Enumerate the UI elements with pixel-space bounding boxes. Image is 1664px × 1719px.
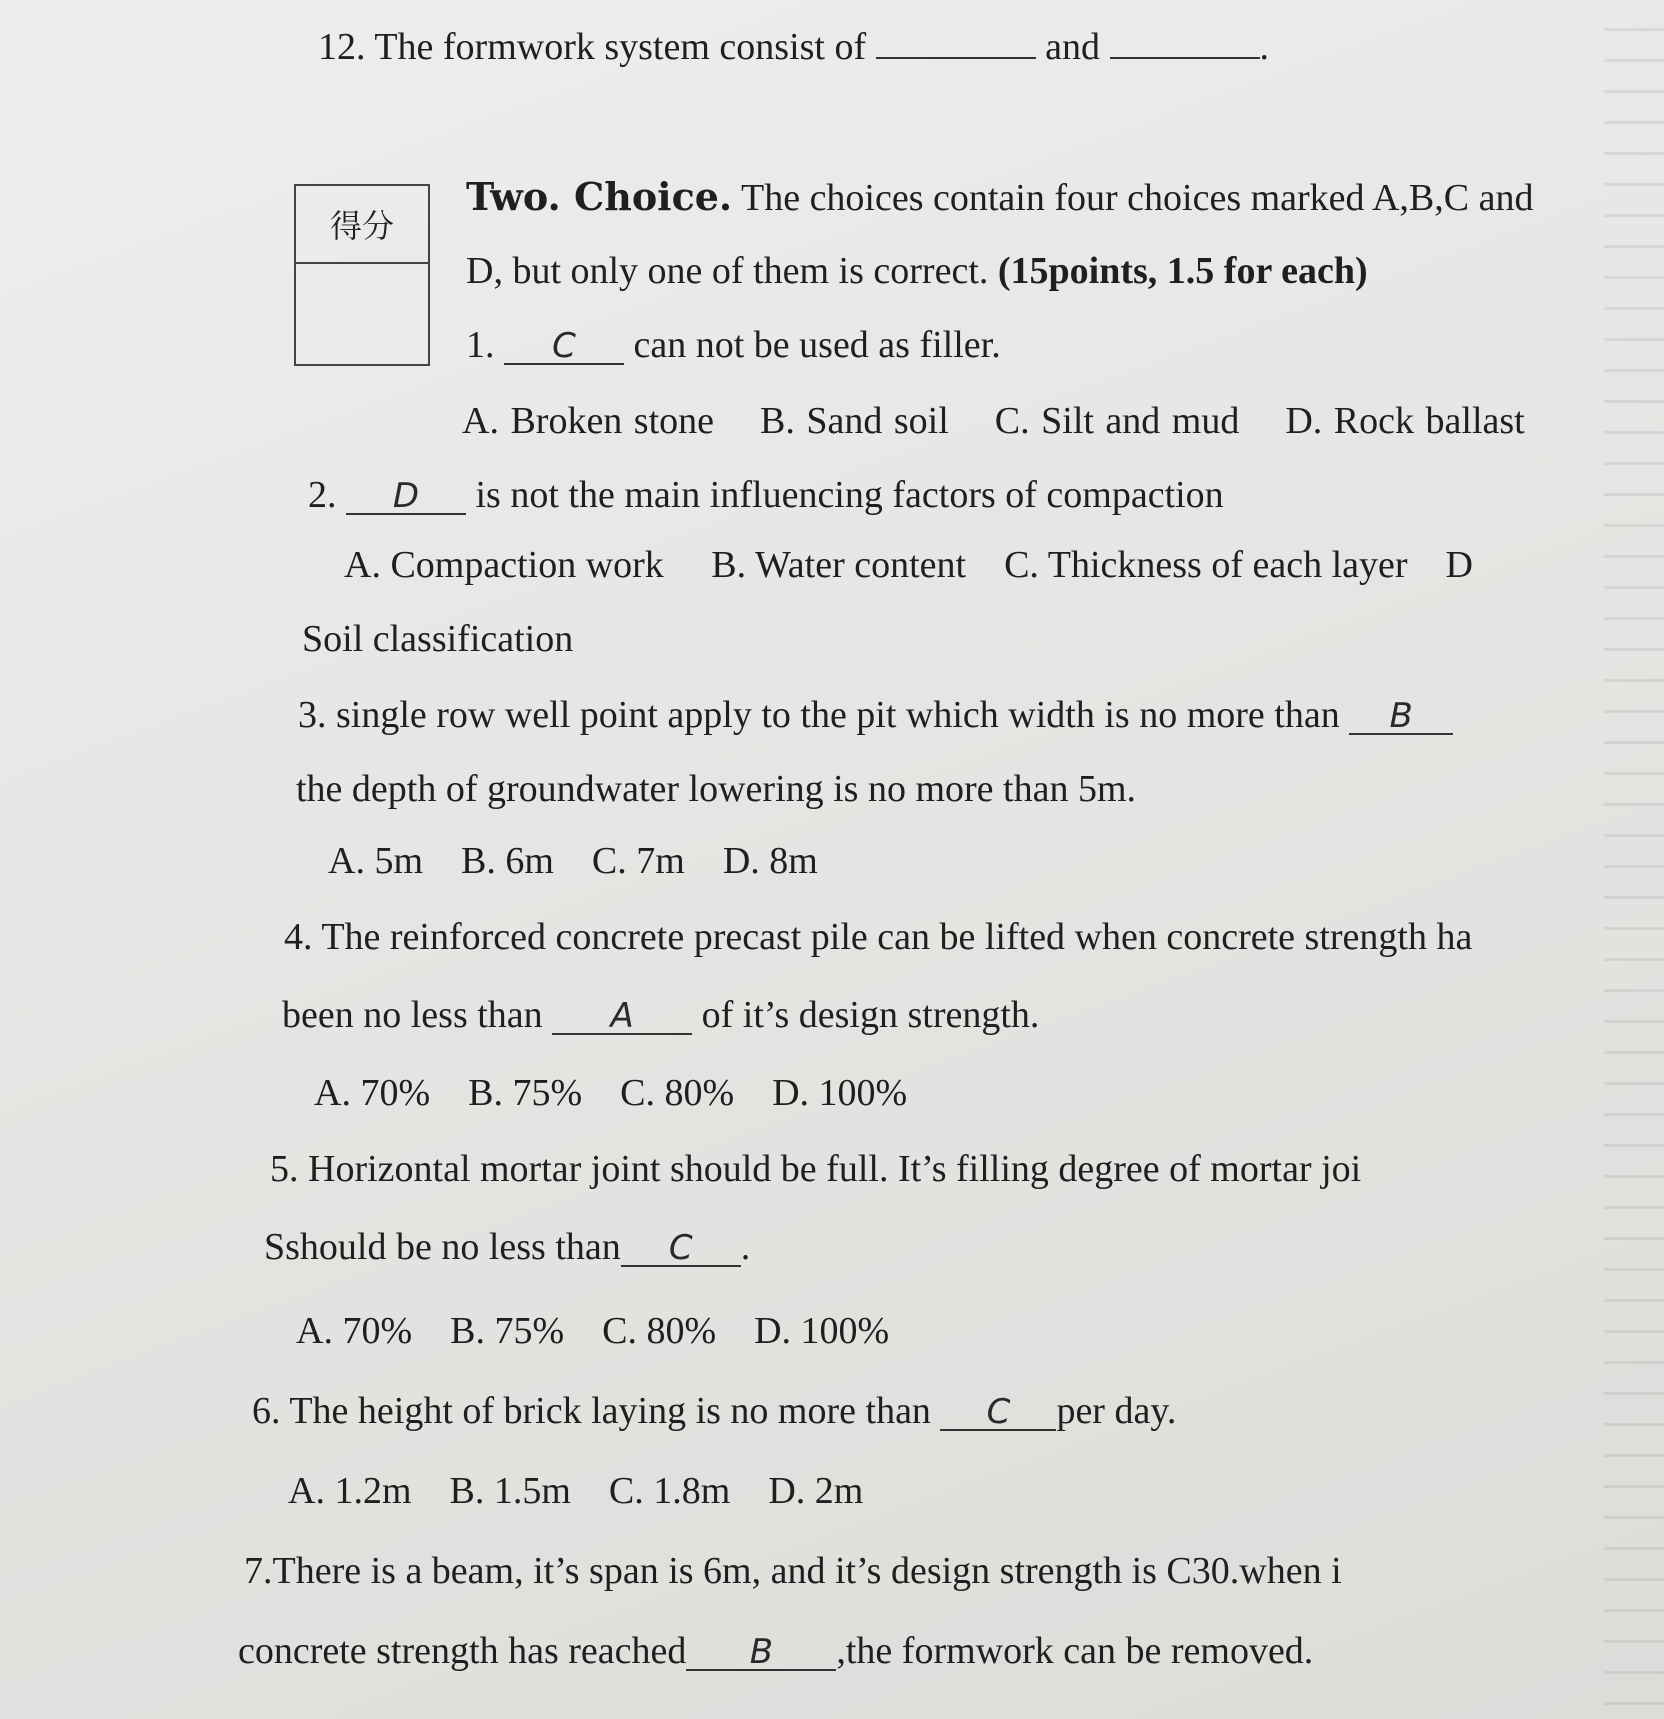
q3-line xyxy=(298,696,1453,735)
q3-options xyxy=(328,842,818,880)
q1-answer-blank[interactable]: C xyxy=(504,329,624,365)
q2-answer-blank[interactable]: D xyxy=(346,479,466,515)
q3-option-c: C. 7m xyxy=(591,840,685,882)
q7-stem-2b: ,the formwork can be removed. xyxy=(836,1630,1314,1672)
q6-stem-1: 6. The height of brick laying is no more than xyxy=(252,1390,931,1432)
q6-option-d: D. 2m xyxy=(768,1470,864,1512)
q1-line xyxy=(466,326,1001,365)
q2-option-c: C. Thickness of each layer xyxy=(1004,544,1408,586)
q4-stem-2b: of it’s design strength. xyxy=(701,994,1040,1036)
q7-stem-1: 7.There is a beam, it’s span is 6m, and it’s design strength is C30.when i xyxy=(244,1550,1342,1592)
q12-and: and xyxy=(1045,26,1100,68)
q6-line xyxy=(252,1392,1176,1431)
q2-line xyxy=(308,476,1224,515)
q5-answer-blank[interactable]: C xyxy=(621,1231,741,1267)
q12-blank-2[interactable] xyxy=(1110,57,1260,59)
q6-option-c: C. 1.8m xyxy=(608,1470,731,1512)
score-label: 得分 xyxy=(296,186,428,264)
q5-options xyxy=(296,1312,889,1350)
q7-answer-blank[interactable]: B xyxy=(686,1635,836,1671)
q4-option-a: A. 70% xyxy=(314,1072,431,1114)
q7-stem-2a: concrete strength has reached xyxy=(238,1630,687,1672)
q3-option-b: B. 6m xyxy=(461,840,554,882)
score-field[interactable] xyxy=(296,264,428,364)
q3-option-a: A. 5m xyxy=(328,840,423,882)
q4-answer-blank[interactable]: A xyxy=(552,999,692,1035)
q2-number: 2. xyxy=(308,474,337,516)
q2-options xyxy=(344,546,1473,584)
section-title: Two. Choice. xyxy=(466,174,733,219)
q6-options xyxy=(288,1472,863,1510)
q2-option-b: B. Water content xyxy=(711,544,967,586)
q3-stem-1: 3. single row well point apply to the pit which width is no more than xyxy=(298,694,1340,736)
q6-stem-2: per day. xyxy=(1056,1390,1177,1432)
section-intro-2: D, but only one of them is correct. xyxy=(466,250,989,292)
q1-options xyxy=(462,402,1525,440)
q2-option-d: D xyxy=(1445,544,1473,586)
q7-line xyxy=(238,1632,1313,1671)
q5-option-c: C. 80% xyxy=(602,1310,717,1352)
section-intro-1: The choices contain four choices marked A,B,C and xyxy=(740,177,1534,219)
q5-stem-1: 5. Horizontal mortar joint should be full. It’s filling degree of mortar joi xyxy=(270,1148,1362,1190)
q3-stem-2: the depth of groundwater lowering is no more than 5m. xyxy=(296,768,1137,810)
q12-line xyxy=(318,28,1269,66)
q1-option-a: A. Broken stone xyxy=(462,400,715,442)
page-edge-noise xyxy=(1604,0,1664,1719)
q4-stem-2a: been no less than xyxy=(282,994,543,1036)
q1-option-c: C. Silt and mud xyxy=(994,400,1240,442)
q5-stem-2b: . xyxy=(740,1226,751,1268)
q12-end: . xyxy=(1259,26,1269,68)
score-box xyxy=(294,184,430,366)
q4-option-c: C. 80% xyxy=(620,1072,735,1114)
q1-stem: can not be used as filler. xyxy=(633,324,1001,366)
q5-option-b: B. 75% xyxy=(450,1310,565,1352)
q5-stem-2a: Sshould be no less than xyxy=(264,1226,621,1268)
q12-text: 12. The formwork system consist of xyxy=(318,26,867,68)
q5-line xyxy=(264,1228,750,1267)
q6-option-b: B. 1.5m xyxy=(449,1470,571,1512)
q2-stem: is not the main influencing factors of compaction xyxy=(475,474,1224,516)
q4-options xyxy=(314,1074,907,1112)
q1-number: 1. xyxy=(466,324,495,366)
section-intro-line1 xyxy=(466,174,1534,219)
q1-option-b: B. Sand soil xyxy=(760,400,949,442)
q3-option-d: D. 8m xyxy=(722,840,818,882)
q2-option-a: A. Compaction work xyxy=(344,544,664,586)
q5-option-a: A. 70% xyxy=(296,1310,413,1352)
section-intro-line2 xyxy=(466,252,1368,290)
q3-answer-blank[interactable]: B xyxy=(1349,699,1453,735)
q4-line xyxy=(282,996,1039,1035)
q5-option-d: D. 100% xyxy=(754,1310,890,1352)
q6-answer-blank[interactable]: C xyxy=(940,1395,1056,1431)
q4-stem-1: 4. The reinforced concrete precast pile can be lifted when concrete strength ha xyxy=(284,916,1473,958)
section-points: (15points, 1.5 for each) xyxy=(997,250,1368,292)
q12-blank-1[interactable] xyxy=(876,57,1036,59)
q4-option-d: D. 100% xyxy=(772,1072,908,1114)
q4-option-b: B. 75% xyxy=(468,1072,583,1114)
q2-option-d-cont: Soil classification xyxy=(302,618,574,660)
q1-option-d: D. Rock ballast xyxy=(1285,400,1525,442)
q6-option-a: A. 1.2m xyxy=(288,1470,412,1512)
